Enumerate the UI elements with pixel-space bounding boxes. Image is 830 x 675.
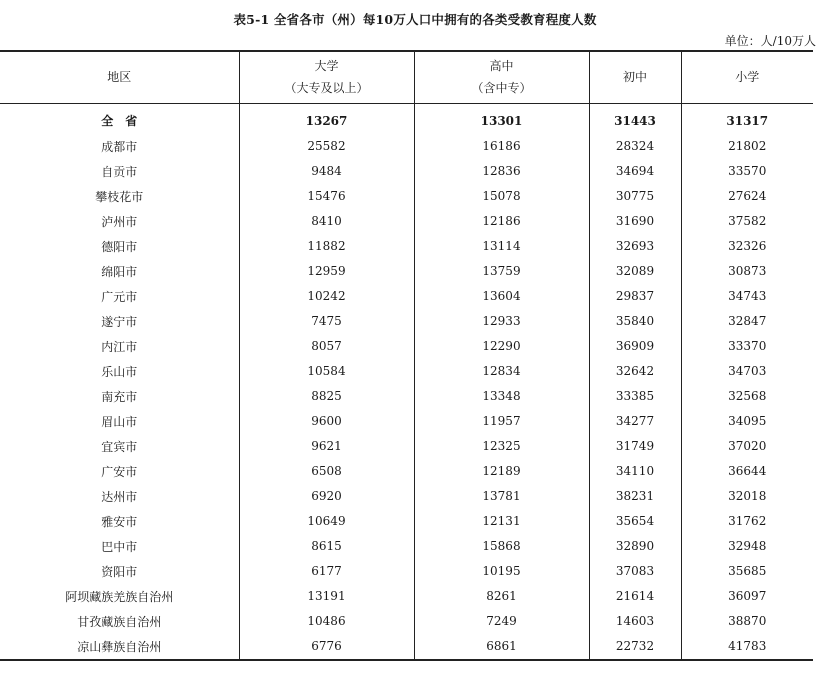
cell-primary-school: 32018 <box>681 484 813 509</box>
cell-high-school: 13114 <box>414 234 589 259</box>
cell-high-school: 15868 <box>414 534 589 559</box>
cell-primary-school: 32326 <box>681 234 813 259</box>
cell-high-school: 12186 <box>414 209 589 234</box>
table-row <box>0 259 813 284</box>
cell-university: 11882 <box>239 234 414 259</box>
table-row-total <box>0 103 813 134</box>
table-row <box>0 209 813 234</box>
cell-primary-school: 36097 <box>681 584 813 609</box>
cell-region: 广元市 <box>101 289 138 304</box>
cell-high-school: 7249 <box>414 609 589 634</box>
cell-region: 内江市 <box>101 339 138 354</box>
cell-region: 甘孜藏族自治州 <box>77 614 162 629</box>
cell-middle-school: 31443 <box>589 103 681 134</box>
cell-region: 南充市 <box>101 389 138 404</box>
table-row <box>0 234 813 259</box>
cell-university: 13191 <box>239 584 414 609</box>
cell-region: 广安市 <box>101 464 138 479</box>
table-row <box>0 634 813 660</box>
cell-primary-school: 34703 <box>681 359 813 384</box>
cell-primary-school: 38870 <box>681 609 813 634</box>
cell-high-school: 13604 <box>414 284 589 309</box>
cell-university: 10486 <box>239 609 414 634</box>
cell-region: 攀枝花市 <box>95 189 144 204</box>
cell-high-school: 12189 <box>414 459 589 484</box>
cell-university: 15476 <box>239 184 414 209</box>
cell-university: 12959 <box>239 259 414 284</box>
cell-middle-school: 31749 <box>589 434 681 459</box>
cell-high-school: 12290 <box>414 334 589 359</box>
header-high-school <box>414 51 589 103</box>
cell-high-school: 12836 <box>414 159 589 184</box>
table-row <box>0 409 813 434</box>
unit-label: 单位：人/10万人 <box>724 34 816 48</box>
cell-high-school: 12834 <box>414 359 589 384</box>
cell-middle-school: 32693 <box>589 234 681 259</box>
cell-middle-school: 22732 <box>589 634 681 660</box>
cell-region: 雅安市 <box>101 514 138 529</box>
cell-middle-school: 38231 <box>589 484 681 509</box>
table-header-row <box>0 51 813 103</box>
cell-primary-school: 32568 <box>681 384 813 409</box>
cell-university: 13267 <box>239 103 414 134</box>
cell-high-school: 12325 <box>414 434 589 459</box>
cell-primary-school: 30873 <box>681 259 813 284</box>
cell-university: 9621 <box>239 434 414 459</box>
cell-region: 德阳市 <box>101 239 138 254</box>
cell-middle-school: 28324 <box>589 134 681 159</box>
education-table <box>0 50 813 661</box>
cell-primary-school: 37582 <box>681 209 813 234</box>
table-row <box>0 459 813 484</box>
cell-primary-school: 27624 <box>681 184 813 209</box>
cell-primary-school: 31317 <box>681 103 813 134</box>
cell-university: 25582 <box>239 134 414 159</box>
cell-university: 9600 <box>239 409 414 434</box>
table-row <box>0 334 813 359</box>
cell-high-school: 15078 <box>414 184 589 209</box>
cell-high-school: 6861 <box>414 634 589 660</box>
table-title: 表5-1 全省各市（州）每10万人口中拥有的各类受教育程度人数 <box>233 12 597 27</box>
table-row <box>0 509 813 534</box>
cell-middle-school: 33385 <box>589 384 681 409</box>
cell-middle-school: 14603 <box>589 609 681 634</box>
cell-middle-school: 30775 <box>589 184 681 209</box>
cell-region: 自贡市 <box>101 164 138 179</box>
cell-university: 8410 <box>239 209 414 234</box>
cell-high-school: 12131 <box>414 509 589 534</box>
cell-middle-school: 37083 <box>589 559 681 584</box>
cell-region: 眉山市 <box>101 414 138 429</box>
cell-primary-school: 21802 <box>681 134 813 159</box>
cell-region: 泸州市 <box>101 214 138 229</box>
cell-university: 6920 <box>239 484 414 509</box>
table-row <box>0 384 813 409</box>
cell-high-school: 8261 <box>414 584 589 609</box>
header-high-school-label: 高中 <box>489 59 514 74</box>
cell-middle-school: 34277 <box>589 409 681 434</box>
table-row <box>0 359 813 384</box>
cell-university: 6508 <box>239 459 414 484</box>
cell-university: 10242 <box>239 284 414 309</box>
cell-high-school: 12933 <box>414 309 589 334</box>
cell-middle-school: 32890 <box>589 534 681 559</box>
cell-high-school: 13759 <box>414 259 589 284</box>
header-primary-school: 小学 <box>681 51 813 103</box>
table-row <box>0 184 813 209</box>
table-row <box>0 159 813 184</box>
cell-high-school: 13348 <box>414 384 589 409</box>
table-row <box>0 134 813 159</box>
table-body <box>0 103 813 660</box>
cell-middle-school: 35840 <box>589 309 681 334</box>
cell-primary-school: 31762 <box>681 509 813 534</box>
cell-primary-school: 33570 <box>681 159 813 184</box>
cell-high-school: 16186 <box>414 134 589 159</box>
cell-university: 8615 <box>239 534 414 559</box>
cell-middle-school: 36909 <box>589 334 681 359</box>
cell-primary-school: 33370 <box>681 334 813 359</box>
table-row <box>0 534 813 559</box>
cell-university: 7475 <box>239 309 414 334</box>
table-row <box>0 584 813 609</box>
header-region: 地区 <box>0 51 239 103</box>
cell-region: 凉山彝族自治州 <box>0 634 239 660</box>
cell-primary-school: 36644 <box>681 459 813 484</box>
cell-university: 6177 <box>239 559 414 584</box>
cell-middle-school: 34694 <box>589 159 681 184</box>
cell-primary-school: 35685 <box>681 559 813 584</box>
header-middle-school: 初中 <box>589 51 681 103</box>
cell-region: 遂宁市 <box>101 314 138 329</box>
cell-university: 10649 <box>239 509 414 534</box>
cell-high-school: 13781 <box>414 484 589 509</box>
cell-middle-school: 29837 <box>589 284 681 309</box>
header-university-sub: （大专及以上） <box>284 81 369 96</box>
cell-primary-school: 32948 <box>681 534 813 559</box>
cell-middle-school: 32089 <box>589 259 681 284</box>
cell-middle-school: 35654 <box>589 509 681 534</box>
cell-middle-school: 21614 <box>589 584 681 609</box>
header-university-label: 大学 <box>314 59 339 74</box>
cell-primary-school: 34095 <box>681 409 813 434</box>
cell-middle-school: 31690 <box>589 209 681 234</box>
cell-region: 宜宾市 <box>101 439 138 454</box>
cell-primary-school: 41783 <box>681 634 813 660</box>
cell-university: 6776 <box>239 634 414 660</box>
cell-primary-school: 34743 <box>681 284 813 309</box>
cell-primary-school: 32847 <box>681 309 813 334</box>
table-row <box>0 484 813 509</box>
cell-primary-school: 37020 <box>681 434 813 459</box>
cell-region: 资阳市 <box>101 564 138 579</box>
cell-region: 成都市 <box>101 139 138 154</box>
table-row <box>0 609 813 634</box>
cell-university: 9484 <box>239 159 414 184</box>
table-row <box>0 434 813 459</box>
cell-middle-school: 34110 <box>589 459 681 484</box>
cell-region: 巴中市 <box>101 539 138 554</box>
cell-region: 乐山市 <box>101 364 138 379</box>
cell-university: 10584 <box>239 359 414 384</box>
cell-region: 全省 <box>101 114 150 128</box>
cell-university: 8057 <box>239 334 414 359</box>
cell-middle-school: 32642 <box>589 359 681 384</box>
header-university <box>239 51 414 103</box>
table-row <box>0 284 813 309</box>
cell-university: 8825 <box>239 384 414 409</box>
cell-high-school: 13301 <box>414 103 589 134</box>
cell-region: 达州市 <box>101 489 138 504</box>
header-high-school-sub: （含中专） <box>471 81 532 96</box>
table-row <box>0 309 813 334</box>
cell-high-school: 10195 <box>414 559 589 584</box>
cell-high-school: 11957 <box>414 409 589 434</box>
cell-region: 绵阳市 <box>101 264 138 279</box>
table-row <box>0 559 813 584</box>
cell-region: 阿坝藏族羌族自治州 <box>65 589 174 604</box>
